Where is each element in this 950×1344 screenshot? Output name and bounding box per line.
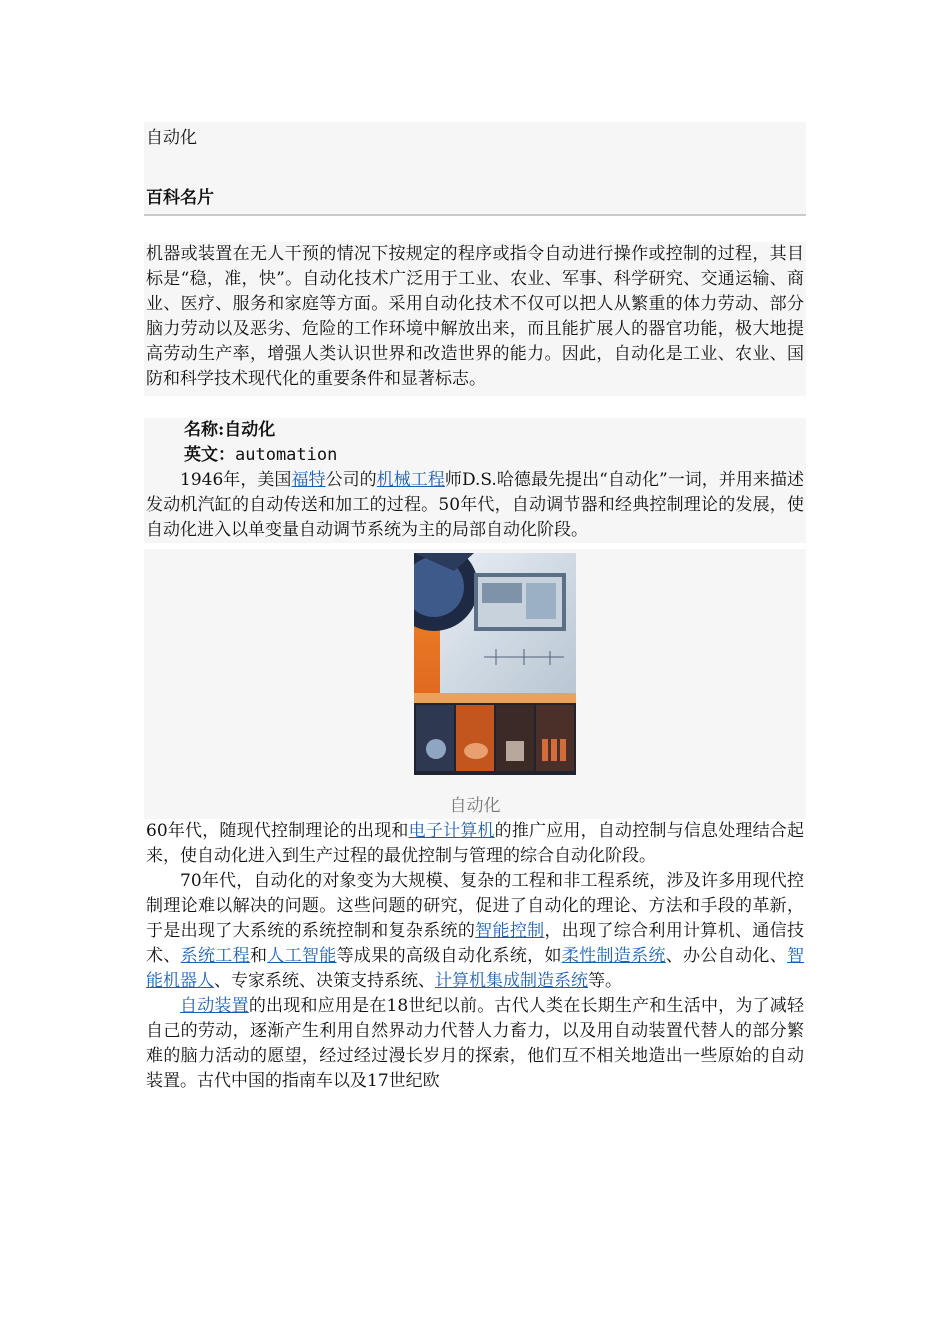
body-block [144, 418, 806, 543]
link-cims[interactable]: 计算机集成制造系统 [435, 971, 588, 991]
body-block-2 [144, 819, 806, 1094]
meta-name-label: 名称: [184, 420, 225, 440]
paragraph-1946 [146, 468, 804, 543]
text-span: 70年代，自动化的对象变为大规模、复杂的工程和非工程系统，涉及许多用现代控制理论难以解决的问题。这些问题的研究，促进了自动化的理论、方法和手段的革新，于是出现了大系统的系统控制和复杂系统的 [146, 871, 804, 941]
text-span: 等成果的高级自动化系统，如 [336, 946, 562, 966]
automation-illustration [414, 553, 576, 775]
meta-name [146, 418, 804, 443]
paragraph-60s [146, 819, 804, 869]
link-intelligent-control[interactable]: 智能控制 [475, 921, 545, 941]
text-span: 的推广应用，自动控制与信息处理结合起来，使自动化进入到生产过程的最优控制与管理的综合自动化阶段。 [146, 821, 805, 866]
text-span: 的出现和应用是在18世纪以前。古代人类在长期生产和生活中，为了减轻自己的劳动，逐渐产生利用自然界动力代替人力畜力，以及用自动装置代替人的部分繁难的脑力活动的愿望，经过经过漫长岁月的探索，他们互不相关地造出一些原始的自动装置。古代中国的指南车以及17世纪欧 [146, 996, 804, 1091]
meta-name-value: 自动化 [224, 420, 276, 440]
link-ford[interactable]: 福特 [291, 470, 326, 490]
text-span: 师D.S.哈德最先提出“自动化”一词，并用来描述发动机汽缸的自动传送和加工的过程。50年代，自动调节器和经典控制理论的发展，使自动化进入以单变量自动调节系统为主的局部自动化阶段。 [146, 470, 805, 540]
link-electronic-computer[interactable]: 电子计算机 [408, 821, 495, 841]
meta-english-label: 英文： [184, 445, 235, 465]
paragraph-devices [146, 994, 804, 1094]
meta-english [146, 443, 804, 468]
title-band [144, 122, 806, 182]
summary-block [144, 242, 806, 396]
text-span: 60年代，随现代控制理论的出现和 [146, 821, 409, 841]
page-title: 自动化 [146, 128, 197, 148]
link-systems-engineering[interactable]: 系统工程 [180, 946, 250, 966]
figure [144, 549, 806, 819]
paragraph-70s [146, 869, 804, 994]
link-intelligent-robot[interactable]: 智能机器人 [146, 946, 805, 991]
text-span: 公司的 [325, 470, 377, 490]
figure-caption: 自动化 [449, 796, 501, 816]
link-automatic-device[interactable]: 自动装置 [180, 996, 249, 1016]
text-span: ，出现了综合利用计算机、通信技术、 [146, 921, 805, 966]
link-flexible-manufacturing[interactable]: 柔性制造系统 [561, 946, 666, 966]
text-span: 、专家系统、决策支持系统、 [214, 971, 435, 991]
article [144, 122, 806, 1094]
meta-english-value: automation [235, 445, 338, 465]
text-span: 和 [249, 946, 268, 966]
link-mechanical-engineering[interactable]: 机械工程 [376, 470, 445, 490]
link-artificial-intelligence[interactable]: 人工智能 [267, 946, 337, 966]
text-span: 1946年，美国 [180, 470, 292, 490]
summary-text: 机器或装置在无人干预的情况下按规定的程序或指令自动进行操作或控制的过程，其目标是“稳，准，快”。自动化技术广泛用于工业、农业、军事、科学研究、交通运输、商业、医疗、服务和家庭等方面。采用自动化技术不仅可以把人从繁重的体力劳动、部分脑力劳动以及恶劣、危险的工作环境中解放出来，而且能扩展人的器官功能，极大地提高劳动生产率，增强人类认识世界和改造世界的能力。因此，自动化是工业、农业、国防和科学技术现代化的重要条件和显著标志。 [146, 244, 804, 389]
section-header [144, 182, 806, 216]
section-title: 百科名片 [146, 188, 214, 208]
text-span: 等。 [588, 971, 622, 991]
text-span: 、办公自动化、 [665, 946, 788, 966]
automation-image [414, 553, 576, 775]
